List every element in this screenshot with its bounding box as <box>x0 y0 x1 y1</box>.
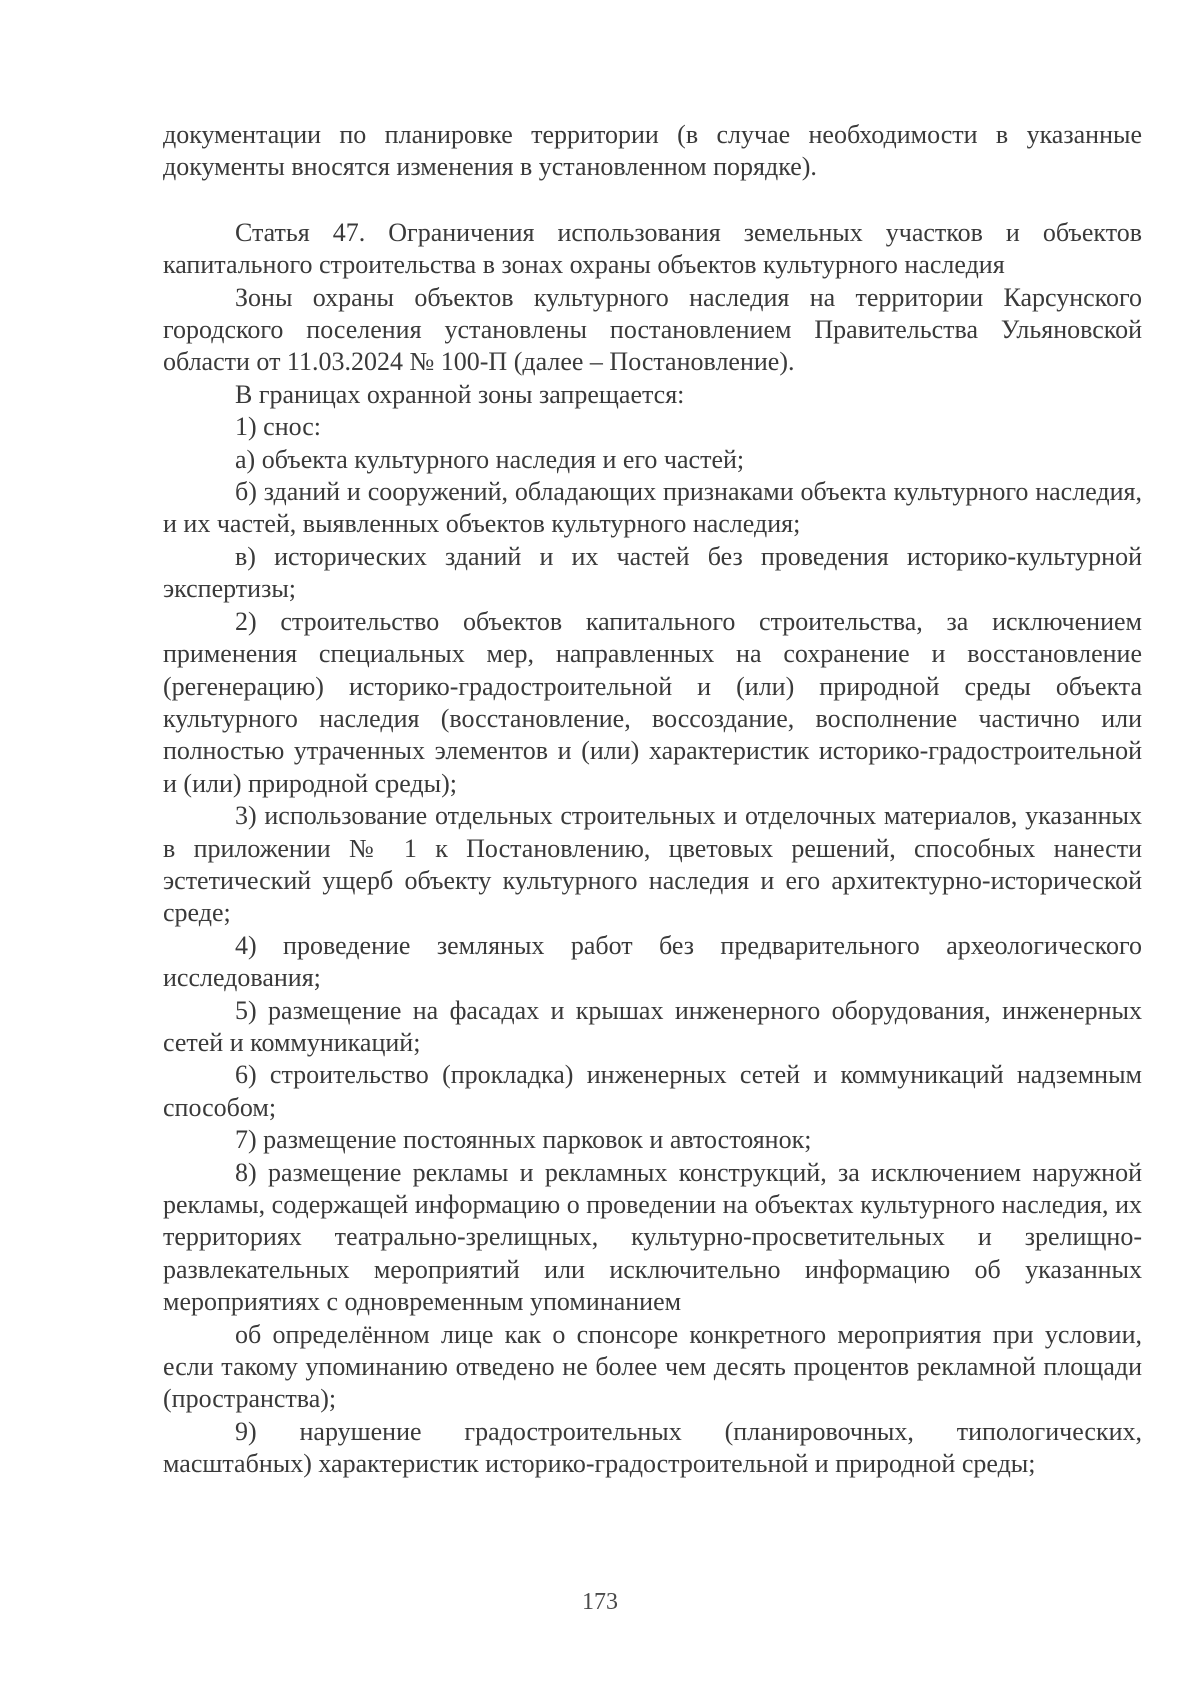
document-body <box>163 119 1142 1481</box>
list-item-9: 9) нарушение градостроительных (планировочных, типологических, масштабных) характеристик историко-градостроительной и природной среды; <box>163 1416 1142 1479</box>
list-item-1b: б) зданий и сооружений, обладающих признаками объекта культурного наследия, и их частей, выявленных объектов культурного наследия; <box>163 477 1142 539</box>
list-item-1: 1) снос: <box>235 412 322 442</box>
paragraph-protection-zones: Зоны охраны объектов культурного наследия на территории Карсунского городского поселения установлены постановлением Правительства Ульяновской области от 11.03.2024 № 100-П (далее – Постановление). <box>163 282 1142 377</box>
list-item-6: 6) строительство (прокладка) инженерных сетей и коммуникаций надземным способом; <box>163 1060 1142 1122</box>
continuation-paragraph: документации по планировке территории (в случае необходимости в указанные документы вносятся изменения в установленном порядке). <box>163 120 1142 182</box>
list-item-8: 8) размещение рекламы и рекламных конструкций, за исключением наружной рекламы, содержащей информацию о проведении на объектах культурного наследия, их территориях театрально-зрелищных, культурно-просветительных и зрелищно-развлекательных мероприятий или исключительно информацию об указанных мероприятиях с одновременным упоминанием <box>163 1157 1142 1317</box>
article-heading: Статья 47. Ограничения использования земельных участков и объектов капитального строительства в зонах охраны объектов культурного наследия <box>163 217 1142 280</box>
page-number: 173 <box>582 1589 618 1615</box>
list-item-7: 7) размещение постоянных парковок и автостоянок; <box>235 1125 812 1155</box>
list-item-5: 5) размещение на фасадах и крышах инженерного оборудования, инженерных сетей и коммуникаций; <box>163 995 1142 1057</box>
list-item-2: 2) строительство объектов капитального строительства, за исключением применения специальных мер, направленных на сохранение и восстановление (регенерацию) историко-градостроительной и (или) природной среды объекта культурного наследия (восстановление, воссоздание, восполнение частично или полностью утраченных элементов и (или) характеристик историко-градостроительной и (или) природной среды); <box>163 606 1142 798</box>
list-item-1a: а) объекта культурного наследия и его частей; <box>235 444 745 474</box>
section-gap <box>163 184 1142 217</box>
paragraph-prohibited-intro: В границах охранной зоны запрещается: <box>235 379 685 409</box>
list-item-4: 4) проведение земляных работ без предварительного археологического исследования; <box>163 930 1142 993</box>
list-item-8-continuation: об определённом лице как о спонсоре конкретного мероприятия при условии, если такому упоминанию отведено не более чем десять процентов рекламной площади (пространства); <box>163 1319 1142 1414</box>
list-item-3: 3) использование отдельных строительных и отделочных материалов, указанных в приложении № 1 к Постановлению, цветовых решений, способных нанести эстетический ущерб объекту культурного наследия и его архитектурно-исторической среде; <box>163 801 1142 928</box>
list-item-1c: в) исторических зданий и их частей без проведения историко-культурной экспертизы; <box>163 541 1142 604</box>
